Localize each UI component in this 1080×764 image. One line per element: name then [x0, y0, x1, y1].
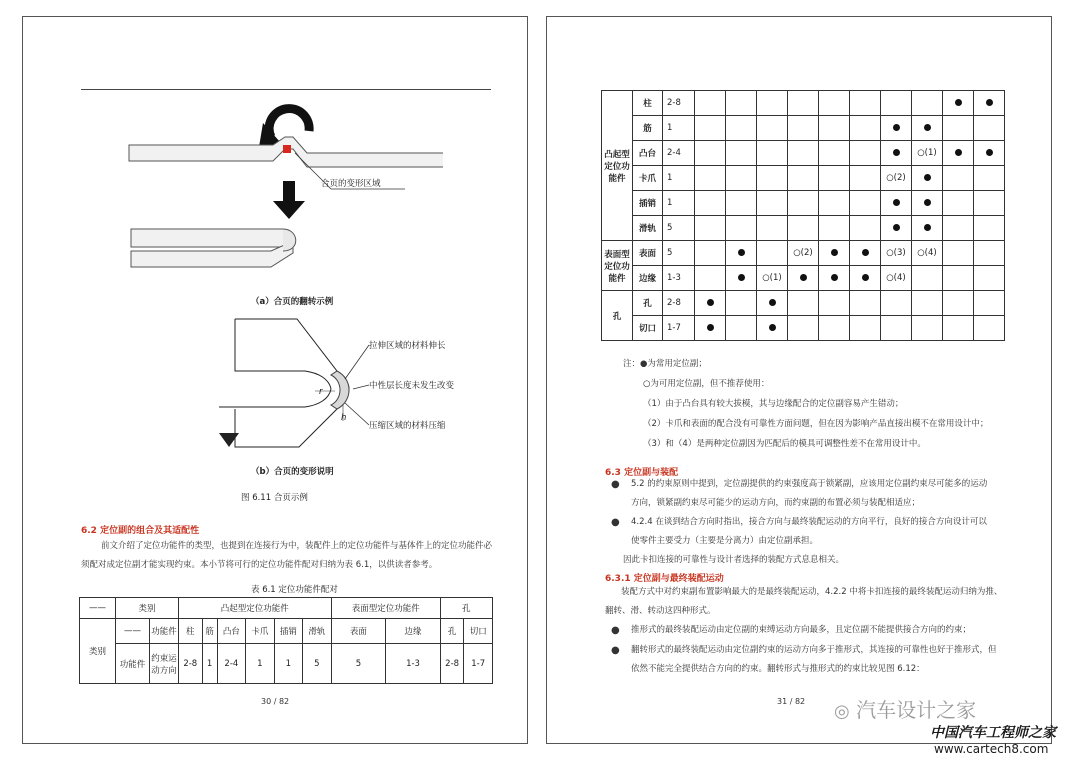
solid-dot-icon [862, 274, 869, 281]
page-number-left: 30 / 82 [261, 697, 290, 706]
down-arrow [283, 181, 295, 203]
matrix-cell [850, 291, 881, 316]
matrix-cell [726, 291, 757, 316]
matrix-group-protruding: 凸起型定位功能件 [602, 91, 633, 241]
matrix-cell [726, 316, 757, 341]
matrix-cell [726, 191, 757, 216]
matrix-cell [757, 316, 788, 341]
table-surface-header: 表面型定位功能件 [331, 598, 440, 619]
matrix-cell [912, 166, 943, 191]
para-2: 因此卡扣连接的可靠性与设计者选择的装配方式息息相关。 [623, 555, 845, 565]
table-col-6: 表面 [331, 619, 386, 644]
compress-label: 压缩区域的材料压缩 [369, 421, 446, 431]
hinge-red-zone [283, 145, 291, 153]
solid-dot-icon [738, 249, 745, 256]
matrix-cell [819, 116, 850, 141]
matrix-cell [757, 291, 788, 316]
matrix-cell [850, 316, 881, 341]
matrix-cell: ○(2) [788, 241, 819, 266]
solid-dot-icon [893, 199, 900, 206]
matrix-cell [695, 166, 726, 191]
matrix-cell [881, 116, 912, 141]
section-heading-6-2: 6.2 定位副的组合及其适配性 [81, 526, 200, 536]
matrix-cell [943, 316, 974, 341]
matrix-cell [850, 91, 881, 116]
matrix-cell [788, 166, 819, 191]
matrix-cell [757, 166, 788, 191]
table-val-6: 5 [331, 644, 386, 684]
matrix-cell [974, 116, 1005, 141]
zone-label: 合页的变形区域 [321, 179, 381, 189]
solid-dot-icon [955, 99, 962, 106]
matrix-cell [974, 141, 1005, 166]
matrix-cell [757, 141, 788, 166]
hinge-flip-diagram [123, 101, 443, 291]
matrix-cell [757, 191, 788, 216]
matrix-cell [726, 266, 757, 291]
section-heading-6-3: 6.3 定位副与装配 [605, 468, 679, 478]
table-func-part-2: 功能件 [116, 644, 150, 684]
matrix-cell [912, 91, 943, 116]
matrix-cell [943, 241, 974, 266]
matrix-row-name: 表面 [633, 241, 663, 266]
matrix-cell [912, 116, 943, 141]
right-page [546, 16, 1052, 744]
solid-dot-icon [707, 324, 714, 331]
matrix-row [602, 216, 1005, 241]
matrix-cell [974, 266, 1005, 291]
matrix-row [602, 191, 1005, 216]
matrix-cell [974, 216, 1005, 241]
matrix-group-hole: 孔 [602, 291, 633, 341]
matrix-group-surface: 表面型定位功能件 [602, 241, 633, 291]
solid-dot-icon [707, 299, 714, 306]
matrix-cell [850, 116, 881, 141]
matrix-cell [974, 316, 1005, 341]
table-val-9: 1-7 [464, 644, 493, 684]
subheading-6-3-1: 6.3.1 定位副与最终装配运动 [605, 574, 724, 584]
matrix-cell [850, 266, 881, 291]
matrix-row-value: 1 [663, 166, 695, 191]
matrix-cell [757, 91, 788, 116]
matrix-row-name: 筋 [633, 116, 663, 141]
solid-dot-icon [831, 249, 838, 256]
matrix-cell [788, 216, 819, 241]
matrix-cell [881, 191, 912, 216]
table-col-3: 卡爪 [246, 619, 275, 644]
matrix-row-name: 卡爪 [633, 166, 663, 191]
matrix-cell: ○(2) [881, 166, 912, 191]
matrix-row-name: 柱 [633, 91, 663, 116]
table-col-2: 凸台 [217, 619, 246, 644]
matrix-row-name: 凸台 [633, 141, 663, 166]
matrix-cell [943, 191, 974, 216]
matrix-row-value: 2-8 [663, 91, 695, 116]
solid-dot-icon [955, 149, 962, 156]
solid-dot-icon [769, 299, 776, 306]
matrix-cell [819, 141, 850, 166]
matrix-cell [912, 316, 943, 341]
matrix-cell [974, 191, 1005, 216]
matrix-cell [726, 141, 757, 166]
matrix-row-value: 2-4 [663, 141, 695, 166]
matrix-cell [695, 291, 726, 316]
matrix-cell [726, 116, 757, 141]
matrix-cell [695, 191, 726, 216]
table-col-9: 切口 [464, 619, 493, 644]
matrix-cell [912, 266, 943, 291]
matrix-row-value: 1 [663, 191, 695, 216]
wechat-icon: ◎ [834, 701, 850, 722]
matrix-cell [881, 316, 912, 341]
table-val-7: 1-3 [386, 644, 441, 684]
table-val-0: 2-8 [179, 644, 203, 684]
table-val-5: 5 [303, 644, 332, 684]
figure-b-label: （b）合页的变形说明 [251, 467, 334, 477]
solid-dot-icon [738, 274, 745, 281]
neutral-label: 中性层长度未发生改变 [369, 381, 455, 391]
table-protruding-header: 凸起型定位功能件 [179, 598, 332, 619]
matrix-cell [819, 291, 850, 316]
matrix-cell [881, 291, 912, 316]
matrix-cell [695, 141, 726, 166]
matrix-cell [695, 116, 726, 141]
matrix-row-value: 1 [663, 116, 695, 141]
solid-dot-icon [924, 224, 931, 231]
pairing-matrix [601, 90, 1005, 341]
matrix-row-value: 2-8 [663, 291, 695, 316]
table-col-0: 柱 [179, 619, 203, 644]
table-col-1: 筋 [202, 619, 217, 644]
matrix-cell [819, 166, 850, 191]
bullet-2-0: ● 推形式的最终装配运动由定位副的束缚运动方向最多，且定位副不能提供接合方向的约束； [611, 625, 972, 636]
solid-dot-icon [893, 124, 900, 131]
h-label: h [341, 413, 347, 423]
table-val-3: 1 [246, 644, 275, 684]
matrix-row [602, 141, 1005, 166]
matrix-cell [726, 216, 757, 241]
table-caption: 表 6.1 定位功能件配对 [251, 585, 338, 595]
matrix-row-name: 边缘 [633, 266, 663, 291]
table-hole-header: 孔 [440, 598, 492, 619]
matrix-cell [881, 216, 912, 241]
matrix-cell: ○(1) [757, 266, 788, 291]
matrix-cell [726, 91, 757, 116]
matrix-cell [974, 91, 1005, 116]
matrix-cell [757, 241, 788, 266]
matrix-row [602, 116, 1005, 141]
matrix-cell [819, 91, 850, 116]
matrix-cell [695, 241, 726, 266]
matrix-row-name: 滑轨 [633, 216, 663, 241]
matrix-cell: ○(1) [912, 141, 943, 166]
note-3: （2）卡爪和表面的配合没有可靠性方面问题，但在因为影响产品直接出模不在常用设计中； [643, 419, 989, 429]
matrix-cell: ○(4) [912, 241, 943, 266]
matrix-cell [788, 191, 819, 216]
matrix-cell [695, 316, 726, 341]
matrix-row [602, 266, 1005, 291]
bullet-1-1: ● 4.2.4 在谈到结合方向时指出，接合方向与最终装配运动的方向平行，良好的接合方向设计可以使零件主要受力（主要是分离力）由定位副承担。 [611, 517, 987, 546]
solid-dot-icon [986, 149, 993, 156]
table-constraint-dir: 约束运动方向 [150, 644, 179, 684]
matrix-cell [726, 166, 757, 191]
matrix-cell [757, 116, 788, 141]
matrix-cell [943, 216, 974, 241]
matrix-cell [974, 241, 1005, 266]
matrix-row-value: 5 [663, 216, 695, 241]
table-col-4: 插销 [274, 619, 303, 644]
rotation-arrow [269, 109, 309, 137]
matrix-cell [788, 141, 819, 166]
note-1: ○为可用定位副，但不推荐使用： [643, 379, 770, 389]
solid-dot-icon [831, 274, 838, 281]
solid-dot-icon [893, 224, 900, 231]
matrix-cell [788, 91, 819, 116]
matrix-cell [974, 166, 1005, 191]
matrix-row-name: 切口 [633, 316, 663, 341]
matrix-row-name: 孔 [633, 291, 663, 316]
matrix-cell [757, 216, 788, 241]
matrix-row-value: 1-3 [663, 266, 695, 291]
matrix-row [602, 291, 1005, 316]
section-paragraph: 前文介绍了定位功能件的类型，也提到在连接行为中，装配件上的定位功能件与基体件上的定位功能件必须配对成定位副才能实现约束。本小节将可行的定位功能件配对归纳为表 6.1，以供读者参考。 [81, 541, 493, 570]
solid-dot-icon [986, 99, 993, 106]
stretch-label: 拉伸区域的材料伸长 [369, 341, 446, 351]
matrix-cell: ○(3) [881, 241, 912, 266]
table-val-8: 2-8 [440, 644, 464, 684]
matrix-cell [850, 141, 881, 166]
matrix-cell [850, 166, 881, 191]
solid-dot-icon [924, 199, 931, 206]
note-0: 注：●为常用定位副； [623, 359, 707, 369]
matrix-cell [788, 116, 819, 141]
matrix-cell [974, 291, 1005, 316]
table-col-8: 孔 [440, 619, 464, 644]
solid-dot-icon [924, 174, 931, 181]
note-4: （3）和（4）是两种定位副因为匹配后的模具可调整性差不在常用设计中。 [643, 439, 926, 449]
matrix-cell [695, 91, 726, 116]
watermark-url: www.cartech8.com [934, 742, 1049, 756]
table-category-header: 类别 [116, 598, 179, 619]
matrix-row [602, 241, 1005, 266]
matrix-row [602, 91, 1005, 116]
matrix-row-value: 5 [663, 241, 695, 266]
matrix-cell [819, 216, 850, 241]
matrix-row [602, 166, 1005, 191]
watermark-brand: ◎ 汽车设计之家 [834, 698, 977, 722]
para-3: 装配方式中对约束副布置影响最大的是最终装配运动，4.2.2 中将卡扣连接的最终装配运动归纳为推、翻转、滑、转动这四种形式。 [605, 587, 1003, 616]
matrix-row-name: 插销 [633, 191, 663, 216]
solid-dot-icon [893, 149, 900, 156]
table-col-5: 滑轨 [303, 619, 332, 644]
matrix-cell [943, 91, 974, 116]
watermark-site-name: 中国汽车工程师之家 [930, 725, 1056, 741]
solid-dot-icon [924, 124, 931, 131]
matrix-cell [943, 291, 974, 316]
table-category-rowlabel: 类别 [80, 619, 116, 684]
table-val-1: 1 [202, 644, 217, 684]
pairing-table-summary [79, 597, 493, 684]
bullet-1-0: ● 5.2 的约束原则中提到，定位副提供的约束强度高于锁紧副，应该用定位副约束尽可能多的运动方向，锁紧副约束尽可能少的运动方向，而约束副的布置必须与装配相适应； [611, 479, 988, 508]
table-dash-2: —— [116, 619, 150, 644]
table-val-2: 2-4 [217, 644, 246, 684]
matrix-row [602, 316, 1005, 341]
matrix-cell: ○(4) [881, 266, 912, 291]
matrix-cell [788, 266, 819, 291]
matrix-cell [881, 91, 912, 116]
matrix-cell [943, 141, 974, 166]
matrix-row-value: 1-7 [663, 316, 695, 341]
r-label: r [319, 387, 323, 397]
note-2: （1）由于凸台具有较大拔模，其与边缘配合的定位副容易产生错动； [643, 399, 904, 409]
matrix-cell [912, 216, 943, 241]
solid-dot-icon [862, 249, 869, 256]
page-number-right: 31 / 82 [777, 697, 806, 706]
matrix-cell [943, 116, 974, 141]
matrix-cell [819, 191, 850, 216]
solid-dot-icon [800, 274, 807, 281]
matrix-cell [850, 191, 881, 216]
matrix-cell [881, 141, 912, 166]
matrix-cell [850, 216, 881, 241]
matrix-cell [912, 191, 943, 216]
matrix-cell [850, 241, 881, 266]
figure-caption: 图 6.11 合页示例 [241, 493, 308, 503]
table-dash: —— [80, 598, 116, 619]
table-col-7: 边缘 [386, 619, 441, 644]
matrix-cell [788, 291, 819, 316]
table-val-4: 1 [274, 644, 303, 684]
table-func-part: 功能件 [150, 619, 179, 644]
matrix-cell [695, 266, 726, 291]
left-page [22, 16, 528, 744]
solid-dot-icon [769, 324, 776, 331]
matrix-cell [695, 216, 726, 241]
matrix-cell [912, 291, 943, 316]
matrix-cell [726, 241, 757, 266]
matrix-cell [819, 266, 850, 291]
matrix-cell [943, 266, 974, 291]
matrix-cell [819, 241, 850, 266]
matrix-cell [819, 316, 850, 341]
figure-a-label: （a）合页的翻转示例 [251, 297, 334, 307]
matrix-cell [943, 166, 974, 191]
header-rule [81, 89, 491, 90]
matrix-cell [788, 316, 819, 341]
bullet-2-1: ● 翻转形式的最终装配运动由定位副约束的运动方向多于推形式，其连接的可靠性也好于推形式，但依然不能完全提供结合方向的约束。翻转形式与推形式的约束比较见图 6.12： [611, 645, 997, 674]
